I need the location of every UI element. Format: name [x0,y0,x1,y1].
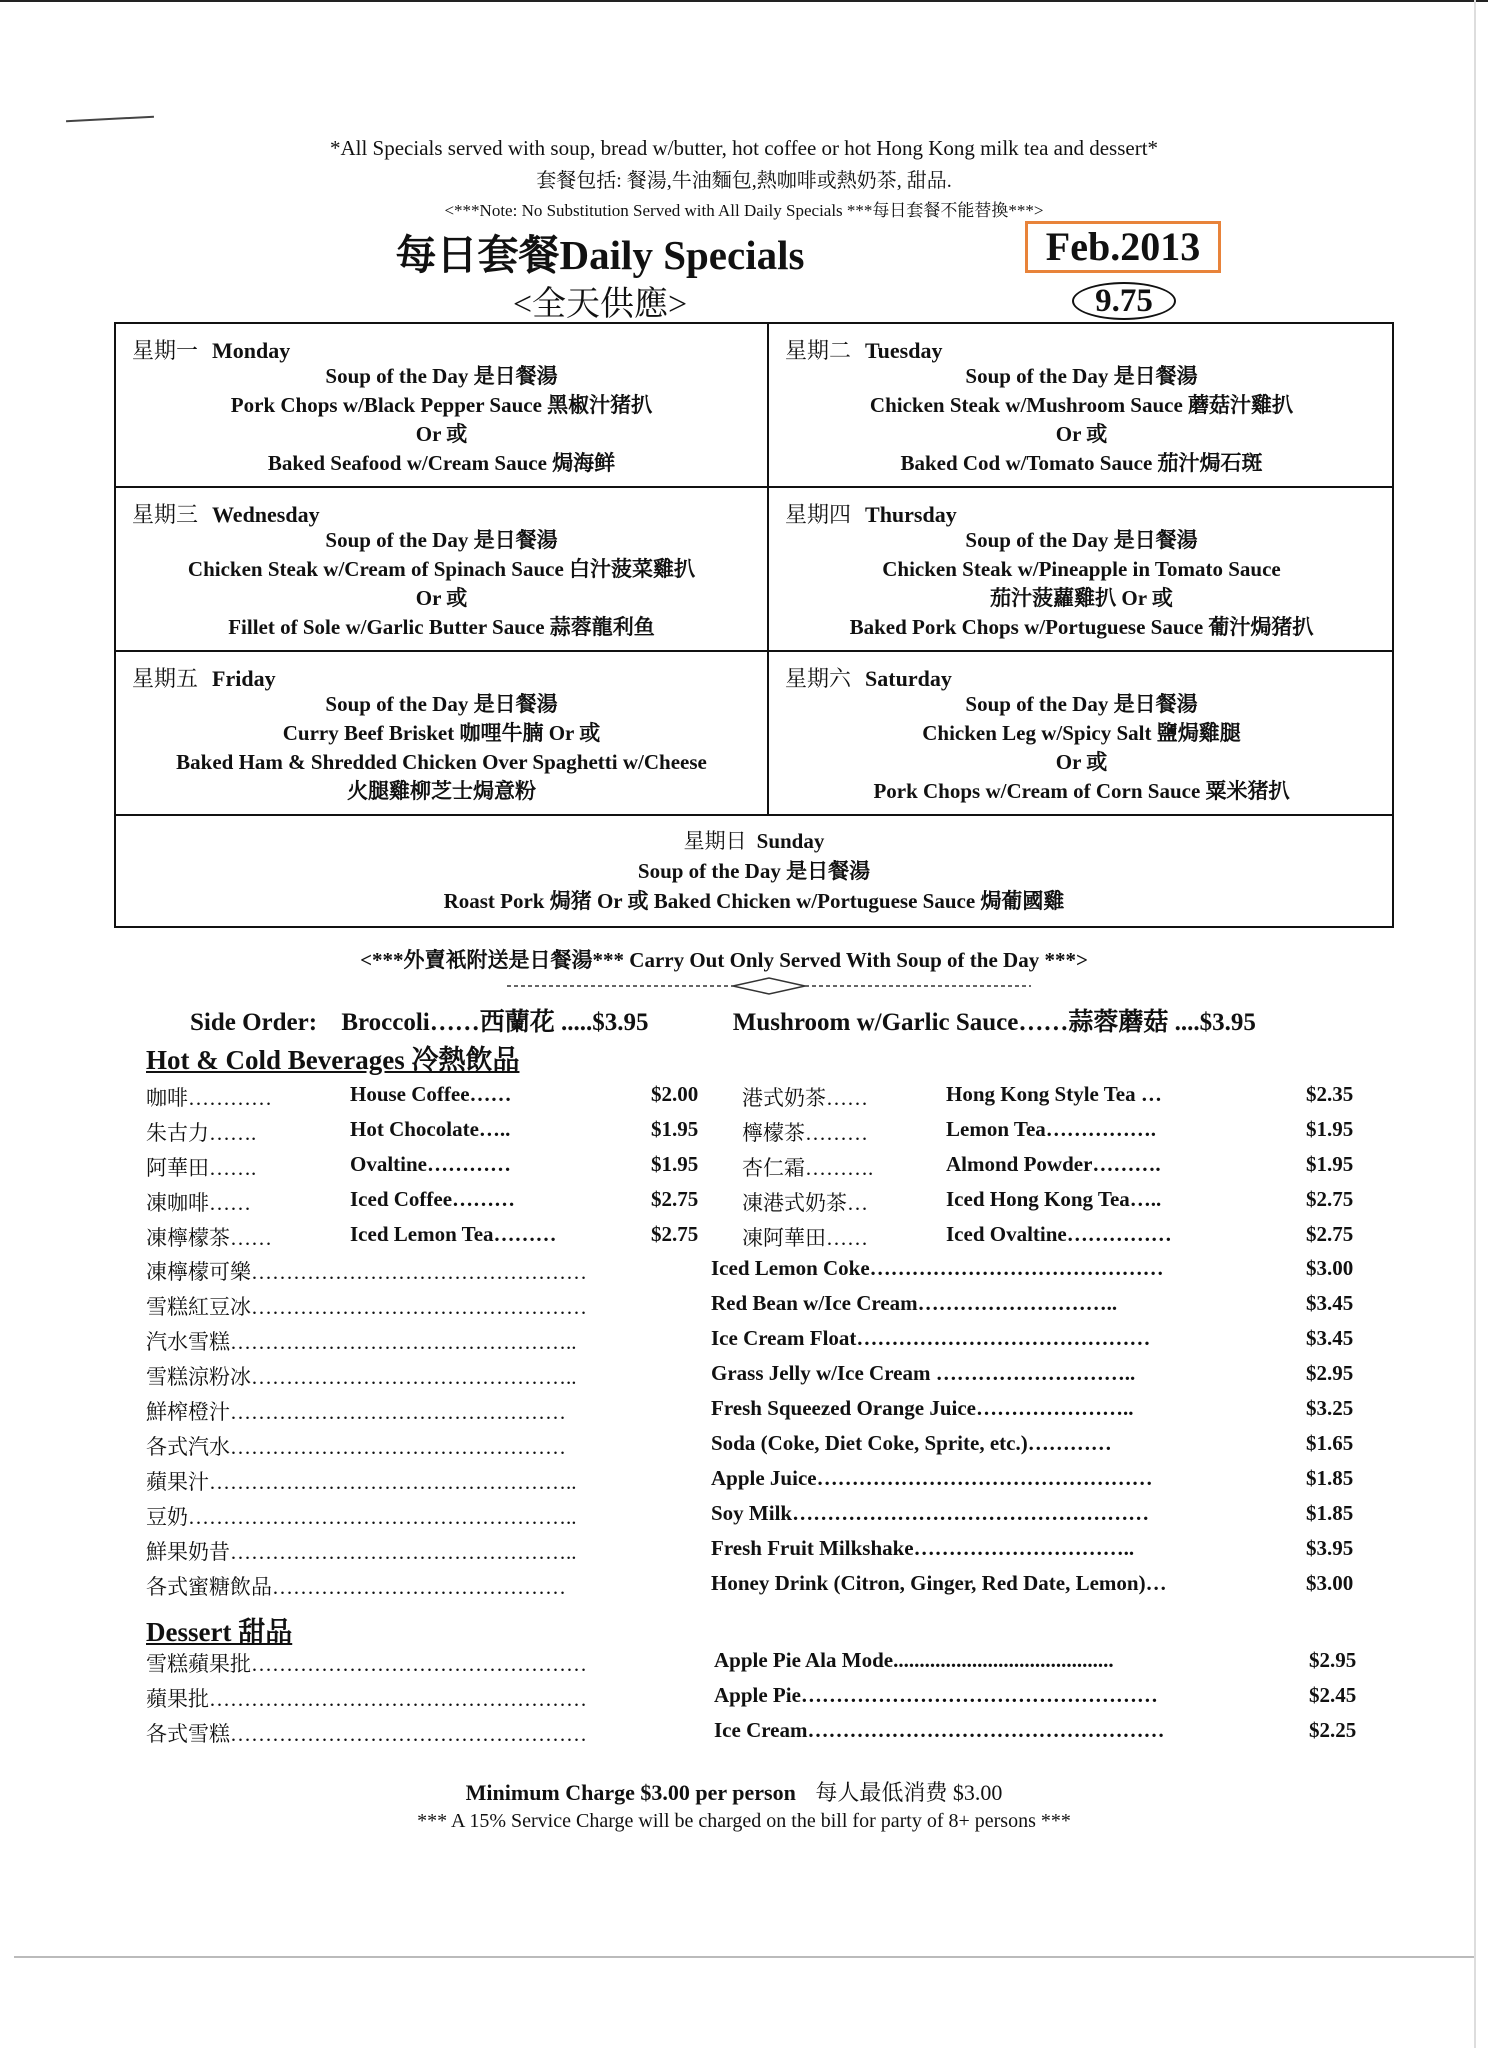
menu-line: Baked Seafood w/Cream Sauce 焗海鲜 [267,451,616,475]
item-name-en: Red Bean w/Ice Cream……………………….. [711,1291,1118,1315]
item-name-en: Ice Cream Float…………………………………… [711,1326,1151,1350]
item-price: $2.00 [651,1082,699,1106]
day-label-en: Monday [212,338,291,363]
item-price: $2.75 [651,1222,699,1246]
side-order-item: Mushroom w/Garlic Sauce……蒜蓉蘑菇 ....$3.95 [732,1009,1256,1036]
menu-line: Soup of the Day 是日餐湯 [965,692,1198,716]
menu-line: Baked Cod w/Tomato Sauce 茄汁焗石斑 [900,451,1263,475]
item-name-cn: 各式汽水………………………………………… [146,1435,566,1459]
day-label-en: Wednesday [212,502,320,527]
day-cell-friday [116,652,769,816]
item-price: $3.00 [1306,1571,1354,1595]
item-name-en: Iced Ovaltine…………… [946,1222,1172,1246]
item-name-en: House Coffee…… [350,1082,512,1106]
item-price: $3.45 [1306,1326,1354,1350]
item-name-cn: 豆奶……………………………………………….. [146,1505,577,1529]
menu-line: Roast Pork 焗猪 Or 或 Baked Chicken w/Portuguese Sauce 焗葡國雞 [443,889,1065,913]
page-title-text: 每日套餐Daily Specials [395,232,805,278]
item-name-en: Grass Jelly w/Ice Cream ……………………….. [711,1361,1136,1385]
day-cell-saturday [769,652,1394,816]
menu-line: 火腿雞柳芝士焗意粉 [347,779,536,803]
item-name-cn: 凍檸檬可樂………………………………………… [146,1260,587,1284]
menu-line: Chicken Steak w/Pineapple in Tomato Sauce [882,557,1281,581]
carryout-note-text: <***外賣衹附送是日餐湯*** Carry Out Only Served With Soup of the Day ***> [360,948,1088,972]
item-price: $2.25 [1309,1718,1357,1742]
item-price: $3.95 [1306,1536,1354,1560]
day-label-cn: 星期日 [683,829,747,853]
item-price: $2.35 [1306,1082,1354,1106]
item-price: $2.75 [1306,1187,1354,1211]
menu-line: Pork Chops w/Black Pepper Sauce 黑椒汁猪扒 [230,393,653,417]
menu-line: Soup of the Day 是日餐湯 [325,364,558,388]
item-name-en: Soy Milk…………………………………………… [711,1501,1150,1525]
item-price: $1.85 [1306,1466,1354,1490]
item-price: $2.95 [1306,1361,1354,1385]
item-price: $1.95 [1306,1152,1354,1176]
item-name-cn: 蘋果批……………………………………………… [146,1687,587,1711]
item-name-cn: 各式雪糕…………………………………………… [146,1722,587,1746]
item-name-cn: 汽水雪糕………………………………………….. [146,1330,577,1354]
item-name-en: Almond Powder………. [946,1152,1161,1176]
item-name-en: Hot Chocolate….. [350,1117,511,1141]
page-title [0,222,1488,281]
day-menu [769,690,1394,806]
menu-line: Chicken Steak w/Cream of Spinach Sauce 白汁菠菜雞扒 [187,557,696,581]
notice-substitution: <***Note: No Substitution Served with All Daily Specials ***每日套餐不能替換***> [444,201,1044,220]
day-label-en: Friday [212,666,276,691]
item-price: $1.95 [1306,1117,1354,1141]
menu-line: Pork Chops w/Cream of Corn Sauce 粟米猪扒 [873,779,1290,803]
item-price: $3.25 [1306,1396,1354,1420]
menu-line: Or 或 [415,422,468,446]
item-price: $2.45 [1309,1683,1357,1707]
day-label-cn: 星期五 [132,666,199,691]
dessert-heading: Dessert 甜品 [146,1617,293,1647]
side-order [190,1002,1274,1038]
item-name-cn: 鮮果奶昔………………………………………….. [146,1540,577,1564]
day-menu [116,690,767,806]
scan-edge-bottom [14,1956,1474,1958]
item-name-cn: 凍檸檬茶…… [146,1226,272,1250]
day-label-en: Sunday [756,829,825,853]
menu-line: Soup of the Day 是日餐湯 [325,692,558,716]
day-label-cn: 星期六 [785,666,852,691]
beverages-heading: Hot & Cold Beverages 冷熱飲品 [146,1045,520,1075]
day-label-en: Thursday [865,502,957,527]
item-price: $3.45 [1306,1291,1354,1315]
day-cell-tuesday [769,324,1394,488]
day-label [785,498,957,529]
carryout-note [0,944,1488,974]
page-subtitle [0,276,1488,325]
day-label [132,498,320,529]
item-name-cn: 鮮榨橙汁………………………………………… [146,1400,566,1424]
menu-line: Soup of the Day 是日餐湯 [637,859,871,883]
day-menu [769,526,1394,642]
item-name-en: Iced Coffee……… [350,1187,516,1211]
item-name-en: Ovaltine………… [350,1152,511,1176]
day-label [785,662,952,693]
day-cell-sunday [116,816,1392,926]
minimum-charge-wrap [466,1780,1003,1805]
month-label: Feb.2013 [1025,221,1221,273]
menu-line: Chicken Steak w/Mushroom Sauce 蘑菇汁雞扒 [869,393,1294,417]
item-name-en: Hong Kong Style Tea … [946,1082,1162,1106]
menu-line: Soup of the Day 是日餐湯 [325,528,558,552]
item-name-cn: 港式奶茶…… [742,1086,868,1110]
divider-ornament [507,976,1031,996]
item-price: $3.00 [1306,1256,1354,1280]
day-label-cn: 星期四 [785,502,852,527]
menu-line: Chicken Leg w/Spicy Salt 鹽焗雞腿 [922,721,1241,745]
day-cell-thursday [769,488,1394,652]
item-name-cn: 雪糕紅豆冰………………………………………… [146,1295,587,1319]
item-name-en: Iced Hong Kong Tea….. [946,1187,1162,1211]
service-charge: *** A 15% Service Charge will be charged on the bill for party of 8+ persons *** [417,1810,1071,1832]
item-name-cn: 凍港式奶茶… [742,1191,868,1215]
day-label-en: Saturday [865,666,952,691]
day-label-en: Tuesday [865,338,943,363]
minimum-charge-cn: 每人最低消费 $3.00 [815,1780,1003,1805]
special-price: 9.75 [1072,282,1176,320]
pen-mark [66,116,154,123]
item-name-en: Apple Pie Ala Mode.......................................... [714,1648,1114,1672]
day-label-cn: 星期三 [132,502,199,527]
menu-line: Or 或 [1055,422,1108,446]
item-name-cn: 蘋果汁…………………………………………….. [146,1470,577,1494]
day-cell-monday [116,324,769,488]
day-menu [116,362,767,478]
menu-line: 茄汁菠蘿雞扒 Or 或 [990,586,1173,610]
item-price: $1.95 [651,1152,699,1176]
menu-line: Baked Ham & Shredded Chicken Over Spaghetti w/Cheese [176,750,707,774]
item-price: $1.85 [1306,1501,1354,1525]
minimum-charge-en: Minimum Charge $3.00 per person [465,1780,796,1805]
item-name-cn: 咖啡………… [146,1086,272,1110]
menu-line: Baked Pork Chops w/Portuguese Sauce 葡汁焗猪扒 [849,615,1314,639]
day-label [132,334,290,365]
item-name-cn: 凍阿華田…… [742,1226,868,1250]
item-name-en: Honey Drink (Citron, Ginger, Red Date, Lemon)… [711,1571,1167,1595]
day-label-cn: 星期二 [785,338,852,363]
page-subtitle-text: <全天供應> [512,286,688,323]
menu-line: Curry Beef Brisket 咖哩牛腩 Or 或 [282,721,601,745]
notice-cn: 套餐包括: 餐湯,牛油麵包,熱咖啡或熱奶茶, 甜品. [536,170,952,192]
day-label [116,826,1392,856]
item-name-en: Fresh Squeezed Orange Juice………………….. [711,1396,1134,1420]
item-price: $2.75 [651,1187,699,1211]
scan-edge-top [0,0,1488,2]
day-cell-wednesday [116,488,769,652]
item-name-cn: 檸檬茶……… [742,1121,868,1145]
item-name-en: Ice Cream…………………………………………… [714,1718,1165,1742]
item-price: $1.65 [1306,1431,1354,1455]
item-name-en: Iced Lemon Tea……… [350,1222,557,1246]
menu-line: Soup of the Day 是日餐湯 [965,364,1198,388]
item-name-cn: 杏仁霜………. [742,1156,874,1180]
item-name-en: Apple Pie…………………………………………… [714,1683,1158,1707]
item-name-cn: 朱古力……. [146,1121,257,1145]
day-label [785,334,942,365]
item-price: $2.75 [1306,1222,1354,1246]
menu-line: Soup of the Day 是日餐湯 [965,528,1198,552]
menu-line: Or 或 [415,586,468,610]
item-name-cn: 阿華田……. [146,1156,257,1180]
side-order-label: Side Order: [190,1009,318,1036]
menu-line: Or 或 [1055,750,1108,774]
item-name-cn: 凍咖啡…… [146,1191,251,1215]
item-price: $2.95 [1309,1648,1357,1672]
item-name-cn: 雪糕涼粉冰……………………………………….. [146,1365,577,1389]
day-menu [769,362,1394,478]
item-name-cn: 雪糕蘋果批………………………………………… [146,1652,587,1676]
item-name-en: Apple Juice………………………………………… [711,1466,1153,1490]
item-name-en: Lemon Tea……………. [946,1117,1157,1141]
menu-line: Fillet of Sole w/Garlic Butter Sauce 蒜蓉龍利鱼 [228,615,655,639]
notice-en: *All Specials served with soup, bread w/butter, hot coffee or hot Hong Kong milk tea and dessert* [329,136,1159,160]
side-order-item: Broccoli……西蘭花 .....$3.95 [341,1009,649,1036]
day-label-cn: 星期一 [132,338,199,363]
day-menu [116,826,1392,916]
item-name-en: Iced Lemon Coke…………………………………… [711,1256,1164,1280]
item-price: $1.95 [651,1117,699,1141]
minimum-charge [0,1776,1488,1807]
daily-specials-table [114,322,1394,928]
item-name-en: Soda (Coke, Diet Coke, Sprite, etc.)………… [711,1431,1112,1455]
day-menu [116,526,767,642]
item-name-cn: 各式蜜糖飲品…………………………………… [146,1575,566,1599]
item-name-en: Fresh Fruit Milkshake………………………….. [711,1536,1135,1560]
day-label [132,662,276,693]
